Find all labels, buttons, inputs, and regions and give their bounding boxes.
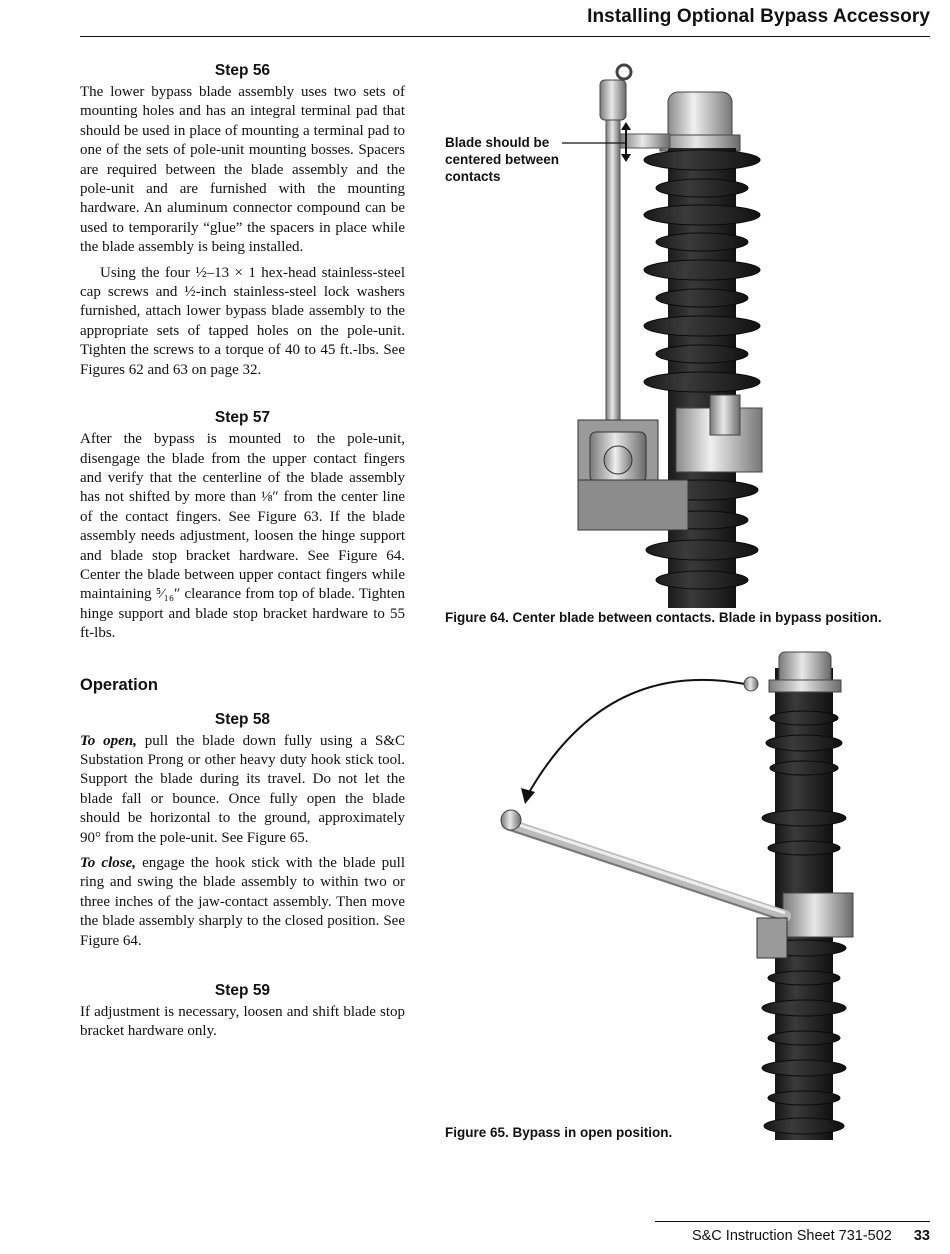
step-59-paragraph: If adjustment is necessary, loosen and shift blade stop bracket hardware only. <box>80 1004 405 1040</box>
step-59-heading: Step 59 <box>214 982 271 1000</box>
page-header-title: Installing Optional Bypass Accessory <box>587 6 930 27</box>
step-57-paragraph: After the bypass is mounted to the pole-unit, disengage the blade from the upper contact fingers and verify that the centerline of the blade assembly has not shifted by more than ⅛″ from the center line of the contact fingers. See Figure 63. If the blade assembly needs adjustment, loosen the hinge support and blade stop bracket hardware. See Figure 64. Center the blade between upper contact fingers while maintaining ⁵⁄₁₆″ clearance from top of blade. Tighten hinge support and blade stop bracket hardware to 55 ft-lbs. <box>80 431 405 642</box>
step-56-heading: Step 56 <box>214 62 271 79</box>
page-number: 33 <box>913 1228 930 1244</box>
header-rule <box>80 36 930 37</box>
step-58-open-paragraph <box>80 732 405 848</box>
to-close-text: engage the hook stick with the blade pull ring and swing the blade assembly to within two or three inches of the jaw-contact assembly. Then move the blade assembly sharply to the closed position. See Figure 64. <box>80 855 405 949</box>
step-57-heading: Step 57 <box>214 409 271 427</box>
footer-rule <box>655 1221 930 1222</box>
figure-64-caption: Figure 64. Center blade between contacts. Blade in bypass position. <box>445 610 882 625</box>
to-open-text: pull the blade down fully using a S&C Substation Prong or other heavy duty hook stick tool. Support the blade during its travel. Do not let the blade fall or bounce. Once fully open the blade should be horizontal to the ground, approximately 90° from the pole-unit. See Figure 65. <box>80 732 405 846</box>
figure-65-caption: Figure 65. Bypass in open position. <box>445 1125 673 1140</box>
figure-64-callout: Blade should be centered between contacts <box>445 135 560 184</box>
step-56-paragraph-1: The lower bypass blade assembly uses two sets of mounting holes and has an integral terminal pad that should be used in place of mounting a terminal pad to one of the sets of pole-unit mounting bosses. Spacers are required between the blade assembly and the pole-unit and are furnished with the mounting hardware. An aluminum connector compound can be used to temporarily “glue” the spacers in place while the blade assembly is being installed. <box>80 84 405 256</box>
text-column <box>80 61 405 1048</box>
step-58-heading: Step 58 <box>214 710 271 728</box>
step-58-close-paragraph <box>80 854 405 951</box>
page-footer <box>692 1228 930 1244</box>
to-close-lead: To close, <box>80 855 136 871</box>
step-56-paragraph-2: Using the four ½–13 × 1 hex-head stainless-steel cap screws and ½-inch stainless-steel lock washers furnished, attach lower bypass blade assembly to the appropriate sets of tapped holes on the pole-unit. Tighten the screws to a torque of 40 to 45 ft.-lbs. See Figures 62 and 63 on page 32. <box>80 264 405 378</box>
to-open-lead: To open, <box>80 732 137 749</box>
figure-65-photo <box>495 648 880 1140</box>
operation-heading: Operation <box>80 675 158 694</box>
footer-doc-title: S&C Instruction Sheet 731-502 <box>691 1228 892 1244</box>
